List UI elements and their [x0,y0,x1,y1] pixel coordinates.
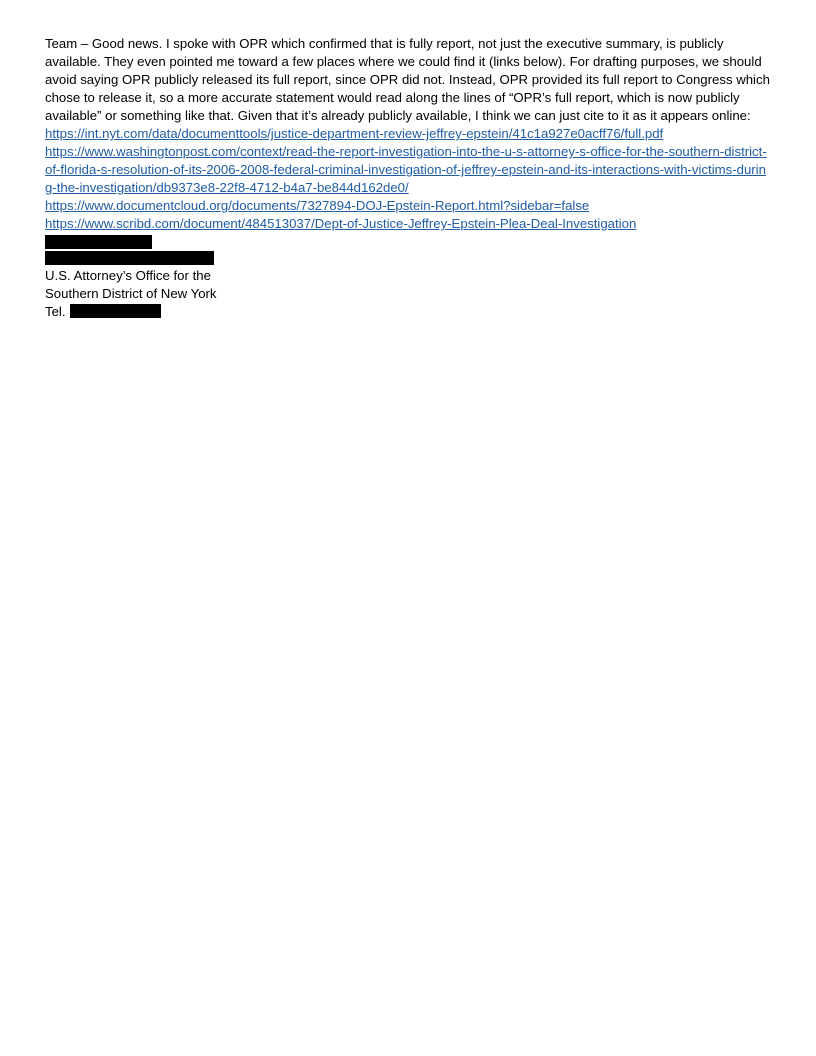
message-body: Team – Good news. I spoke with OPR which confirmed that is fully report, not just the executive summary, is publicly available. They even pointed me toward a few places where we could find it (links below). For drafting purposes, we should avoid saying OPR publicly released its full report, since OPR did not. Instead, OPR provided its full report to Congress which chose to release it, so a more accurate statement would read along the lines of “OPR’s full report, which is now publicly available” or something like that. Given that it’s already publicly available, I think we can just cite to it as it appears online: [45,36,770,123]
redacted-name [45,235,152,249]
email-document [45,35,773,321]
signature-tel-line [45,303,773,321]
link-nyt[interactable]: https://int.nyt.com/data/documenttools/justice-department-review-jeffrey-epstein/41c1a927e0acff76/full.pdf [45,126,664,141]
link-list [45,125,773,233]
link-washingtonpost[interactable]: https://www.washingtonpost.com/context/read-the-report-investigation-into-the-u-s-attorney-s-office-for-the-southern-district-of-florida-s-resolution-of-its-2006-2008-federal-criminal-investigation-of-jeffrey-epstein-and-its-interactions-with-victims-during-the-investigation/db9373e8-22f8-4712-b4a7-be844d162de0/ [45,144,767,195]
link-documentcloud[interactable]: https://www.documentcloud.org/documents/7327894-DOJ-Epstein-Report.html?sidebar=false [45,198,590,213]
signature-office-line-1: U.S. Attorney’s Office for the [45,268,211,283]
signature-office-line-2: Southern District of New York [45,286,217,301]
signature-block [45,235,773,321]
redacted-phone [70,304,161,318]
link-scribd[interactable]: https://www.scribd.com/document/484513037/Dept-of-Justice-Jeffrey-Epstein-Plea-Deal-Investigation [45,216,637,231]
tel-label: Tel. [45,304,66,319]
redacted-title [45,251,214,265]
